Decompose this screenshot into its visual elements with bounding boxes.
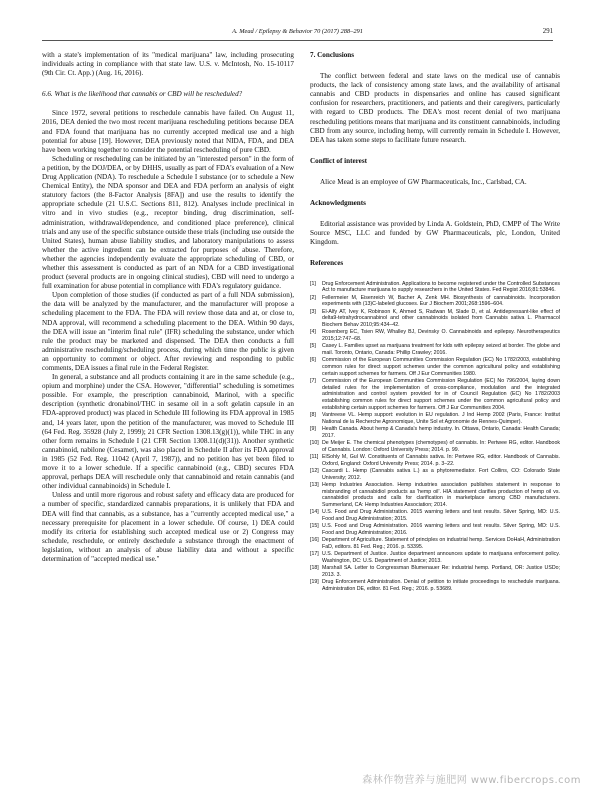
reference-text: ElSohly M, Gul W. Constituents of Cannabis sativa. In: Pertwee RG, editor. Handbook of Cannabis. Oxford, England: Oxford University Press; 2014. p. 3–22. xyxy=(322,454,560,467)
reference-item xyxy=(310,343,560,356)
conflict-heading: Conflict of interest xyxy=(310,156,367,165)
paragraph: In general, a substance and all products containing it are in the same schedule (e.g., opium and morphine) under the CSA. However, "differential" scheduling is sometimes possible. For example, the prescription cannabinoid, Marinol, with a specific description (synthetic dronabinol/THC in sesame oil in a soft gelatin capsule in an FDA-approved product) was placed in Schedule III following its FDA approval in 1985 and, 14 years later, upon the petition of the manufacturer, was moved to Schedule III (64 Fed. Reg. 35928 (July 2, 1999); 21 CFR Section 1308.13(g)(1)), while THC in any other form remains in Schedule I (21 CFR Section 1308.11(d)(31)). Another synthetic cannabinoid, nabilone (Cesamet), was also placed in Schedule II after its FDA approval in 1985 (52 Fed. Reg. 11042 (April 7, 1987)), and no petition has yet been filed to move it to a lower schedule. If a specific cannabinoid (e.g., CBD) secures FDA approval, perhaps DEA will reschedule only that cannabinoid and retain cannabis (and other individual cannabinoids) in Schedule I. xyxy=(42,373,294,491)
reference-item xyxy=(310,551,560,564)
reference-item xyxy=(310,509,560,522)
reference-number: [9] xyxy=(310,426,316,433)
reference-text: Commission of the European Communities Commission Regulation (EC) No 796/2004, laying down detailed rules for the implementation of cross-compliance, modulation and the integrated administration and control system provided for in of Council Regulation (EC) No 1782/2003 establishing common rules for direct support schemes under the common agricultural policy and establishing certain support schemes for farmers. Off J Eur Communities 2004. xyxy=(322,377,560,411)
reference-text: Vantreese VL. Hemp support: evolution in EU regulation. J Ind Hemp 2002 (Paris, France: Institut National de la Recherche Agronomique, Unite Sol et Agronomie de Rennes-Quimper). xyxy=(322,412,560,425)
continuation-paragraph: with a state's implementation of its "medical marijuana" law, including prosecuting individuals acting in compliance with that state law. U.S. v. McIntosh, No. 15-10117 (9th Cir. Ct. App.) (Aug. 16, 2016). xyxy=(42,51,294,78)
reference-item xyxy=(310,412,560,425)
header-rule xyxy=(42,40,553,41)
left-column xyxy=(42,51,294,564)
reference-text: Drug Enforcement Administration. Denial of petition to initiate proceedings to reschedule marijuana. Administration DE, editor. 81 Fed. Reg.; 2016. p. 53689. xyxy=(322,579,560,593)
reference-number: [8] xyxy=(310,412,316,419)
reference-number: [11] xyxy=(310,454,319,461)
reference-text: Cascardi L. Hemp (Cannabis sativa L.) as a phytoremediator. Fort Collins, CO: Colorado State University; 2012. xyxy=(322,468,560,481)
reference-number: [16] xyxy=(310,537,319,544)
reference-text: U.S. Food and Drug Administration. 2015 warning letters and test results. Silver Spring, MD: U.S. Food and Drug Administration; 2015. xyxy=(322,509,560,523)
reference-item xyxy=(310,579,560,592)
reference-item xyxy=(310,378,560,412)
reference-list xyxy=(310,281,560,593)
acknowledgments-heading: Acknowledgments xyxy=(310,199,366,208)
reference-number: [4] xyxy=(310,329,316,336)
reference-item xyxy=(310,357,560,377)
reference-text: Commission of the European Communities Commission Regulation (EC) No 1782/2003, establishing common rules for direct support schemes under the common agricultural policy and establishing certain support schemes for farmers. Off J Eur Communities 1980. xyxy=(322,357,560,377)
reference-text: De Meijer E. The chemical phenotypes (chemotypes) of cannabis. In: Pertwee RG, editor. Handbook of Cannabis. London: Oxford University Press; 2014. p. 99. xyxy=(322,440,560,453)
reference-number: [2] xyxy=(310,294,316,301)
reference-item xyxy=(310,523,560,536)
reference-number: [12] xyxy=(310,468,319,475)
reference-item xyxy=(310,295,560,308)
reference-text: U.S. Department of Justice. Justice department announces update to marijuana enforcement policy. Washington, DC: U.S. Department of Justice; 2013. xyxy=(322,551,560,565)
section-6-6-heading: 6.6. What is the likelihood that cannabis or CBD will be rescheduled? xyxy=(42,90,243,99)
reference-item xyxy=(310,454,560,467)
reference-text: Fellermeier M, Eisenreich W, Bacher A, Zenk MH. Biosynthesis of cannabinoids. Incorporation experiments with (13)C-labeled glucoses. Eur J Biochem 2001;268:1596–604. xyxy=(322,294,560,308)
reference-item xyxy=(310,281,560,294)
reference-number: [7] xyxy=(310,377,316,384)
reference-number: [18] xyxy=(310,565,319,572)
paragraph: Unless and until more rigorous and robust safety and efficacy data are produced for a number of specific, standardized cannabis preparations, it is unlikely that FDA and DEA will find that cannabis, as a substance, has a "currently accepted medical use," a necessary prerequisite for placement in a lower schedule. Of course, 1) DEA could modify its criteria for establishing such accepted medical use or 2) Congress may schedule, reschedule, or entirely deschedule a substance through the enactment of legislation, without an analysis of abuse liability data and without a specific determination of "accepted medical use." xyxy=(42,491,294,563)
reference-number: [3] xyxy=(310,308,316,315)
reference-text: U.S. Food and Drug Administration. 2016 warning letters and test results. Silver Spring, MD: U.S. Food and Drug Administration; 2016. xyxy=(322,523,560,537)
acknowledgments-paragraph: Editorial assistance was provided by Linda A. Goldstein, PhD, CMPP of The Write Source MSC, LLC and funded by GW Pharmaceuticals, plc, London, United Kingdom. xyxy=(310,220,560,247)
running-header xyxy=(42,26,553,38)
reference-item xyxy=(310,309,560,329)
reference-item xyxy=(310,565,560,578)
right-column xyxy=(310,51,560,593)
reference-text: El-Alfy AT, Ivey K, Robinson K, Ahmed S, Radwan M, Slade D, et al. Antidepressant-like effect of delta9-tetrahydrocannabinol and other cannabinoids isolated from Cannabis sativa L. Pharmacol Biochem Behav 2010;95:434–42. xyxy=(322,308,560,328)
watermark: 森林作物营养与施肥网 www.fibercrops.com xyxy=(362,775,581,786)
reference-text: Department of Agriculture. Statement of principles on industrial hemp. Services DoHaH, Administration FaD, editors. 81 Fed. Reg.; 2016. p. 53395. xyxy=(322,537,560,551)
reference-text: Health Canada. About hemp & Canada's hemp industry. In. Ottawa, Ontario, Canada: Health Canada; 2017. xyxy=(322,426,560,439)
page-number: 291 xyxy=(542,28,553,35)
reference-text: Casey L. Families upset as marijuana treatment for kids with epilepsy seized at border. The globe and mail. Toronto, Ontario, Canada: Phillip Crawley; 2016. xyxy=(322,343,560,356)
paragraph: Scheduling or rescheduling can be initiated by an "interested person" in the form of a petition, by the DOJ/DEA, or by DHHS, usually as part of FDA's evaluation of a New Drug Application (NDA). To reschedule a Schedule I substance (or to schedule a New Chemical Entity), the NDA sponsor and DEA and FDA perform an analysis of eight statutory factors (the 8-Factor Analysis [8FA]) and use the results to identify the appropriate schedule (21 U.S.C. Sections 811, 812). Analyses include preclinical in vitro and in vivo studies (e.g., receptor binding, drug discrimination, self-administration, withdrawal/dependence, and conditioned place preference), clinical trials and any use of the specific substance outside these trials (including use outside the United States), human abuse liability studies, and laboratory manipulations to assess whether the active ingredient can be extracted for purposes of abuse. Therefore, whether the agencies independently evaluate the appropriate scheduling of CBD, or whether this assessment is conducted as part of an NDA for a CBD investigational product (several products are in ongoing clinical studies), CBD will need to undergo a full examination for abuse potential in compliance with FDA's regulatory guidance. xyxy=(42,154,294,291)
reference-number: [19] xyxy=(310,579,319,586)
reference-item xyxy=(310,468,560,481)
reference-item xyxy=(310,537,560,550)
reference-item xyxy=(310,440,560,453)
reference-number: [1] xyxy=(310,280,316,287)
reference-number: [17] xyxy=(310,551,319,558)
reference-text: Rosenberg EC, Tsien RW, Whalley BJ, Devinsky O. Cannabinoids and epilepsy. Neurotherapeutics 2015;12:747–68. xyxy=(322,329,560,342)
references-heading: References xyxy=(310,259,344,268)
reference-number: [15] xyxy=(310,523,319,530)
conflict-paragraph: Alice Mead is an employee of GW Pharmaceuticals, Inc., Carlsbad, CA. xyxy=(320,177,527,186)
reference-text: Drug Enforcement Administration. Applications to become registered under the Controlled Substances Act to manufacture marijuana to supply researchers in the United States. Fed Regist 2016;81:53846. xyxy=(322,280,560,294)
reference-item xyxy=(310,329,560,342)
conclusions-heading: 7. Conclusions xyxy=(310,51,355,59)
reference-number: [10] xyxy=(310,440,319,447)
reference-text: Marshall SA. Letter to Congressman Blumenauer Re: industrial hemp. Portland, OR: Justice USDo; 2013. 3. xyxy=(322,565,560,579)
paragraph: Upon completion of those studies (if conducted as part of a full NDA submission), the data will be analyzed by the manufacturer, and the manufacturer will propose a scheduling placement to the FDA. The FDA will review those data and at, or close to, NDA approval, will recommend a scheduling placement to the DEA. Within 90 days, the DEA will issue an "interim final rule" (IFR) scheduling the substance, under which rule the product may be marketed and dispensed. The DEA then conducts a full administrative rescheduling/scheduling process, during which time the public is given an opportunity to comment or object. After reviewing and responding to public comments, DEA issues a final rule in the Federal Register. xyxy=(42,291,294,372)
reference-number: [6] xyxy=(310,357,316,364)
paragraph: Since 1972, several petitions to reschedule cannabis have failed. On August 11, 2016, DEA denied the two most recent marijuana rescheduling petitions because DEA and FDA found that marijuana has no currently accepted medical use and a high potential for abuse [19]. However, DEA previously noted that NIDA, FDA, and DEA have been working together to consider the potential rescheduling of pure CBD. xyxy=(42,109,294,154)
reference-number: [14] xyxy=(310,509,319,516)
reference-number: [5] xyxy=(310,343,316,350)
reference-item xyxy=(310,426,560,439)
reference-text: Hemp Industries Association. Hemp industries association publishes statement in response to misbranding of cannabidiol products as 'hemp oil'. HIA statement clarifies production of hemp oil vs. cannabidiol products and calls for clarification in marketplace among CBD manufacturers. Summerland, CA: Hemp Industries Association; 2014. xyxy=(322,482,560,509)
reference-number: [13] xyxy=(310,482,319,489)
journal-citation: A. Mead / Epilepsy & Behavior 70 (2017) 288–291 xyxy=(232,28,363,35)
reference-item xyxy=(310,482,560,509)
conclusions-paragraph: The conflict between federal and state laws on the medical use of cannabis products, the lack of consistency among state laws, and the availability of artisanal cannabis and CBD products in dispensaries and online has caused significant confusion for researchers, practitioners, and patients and their caregivers, particularly with regard to CBD products. The DEA's most recent denial of two marijuana rescheduling petitions means that marijuana and its constituent cannabinoids, including CBD from any source, including hemp, will currently remain in Schedule I. However, DEA has taken some steps to facilitate future research. xyxy=(310,72,560,144)
